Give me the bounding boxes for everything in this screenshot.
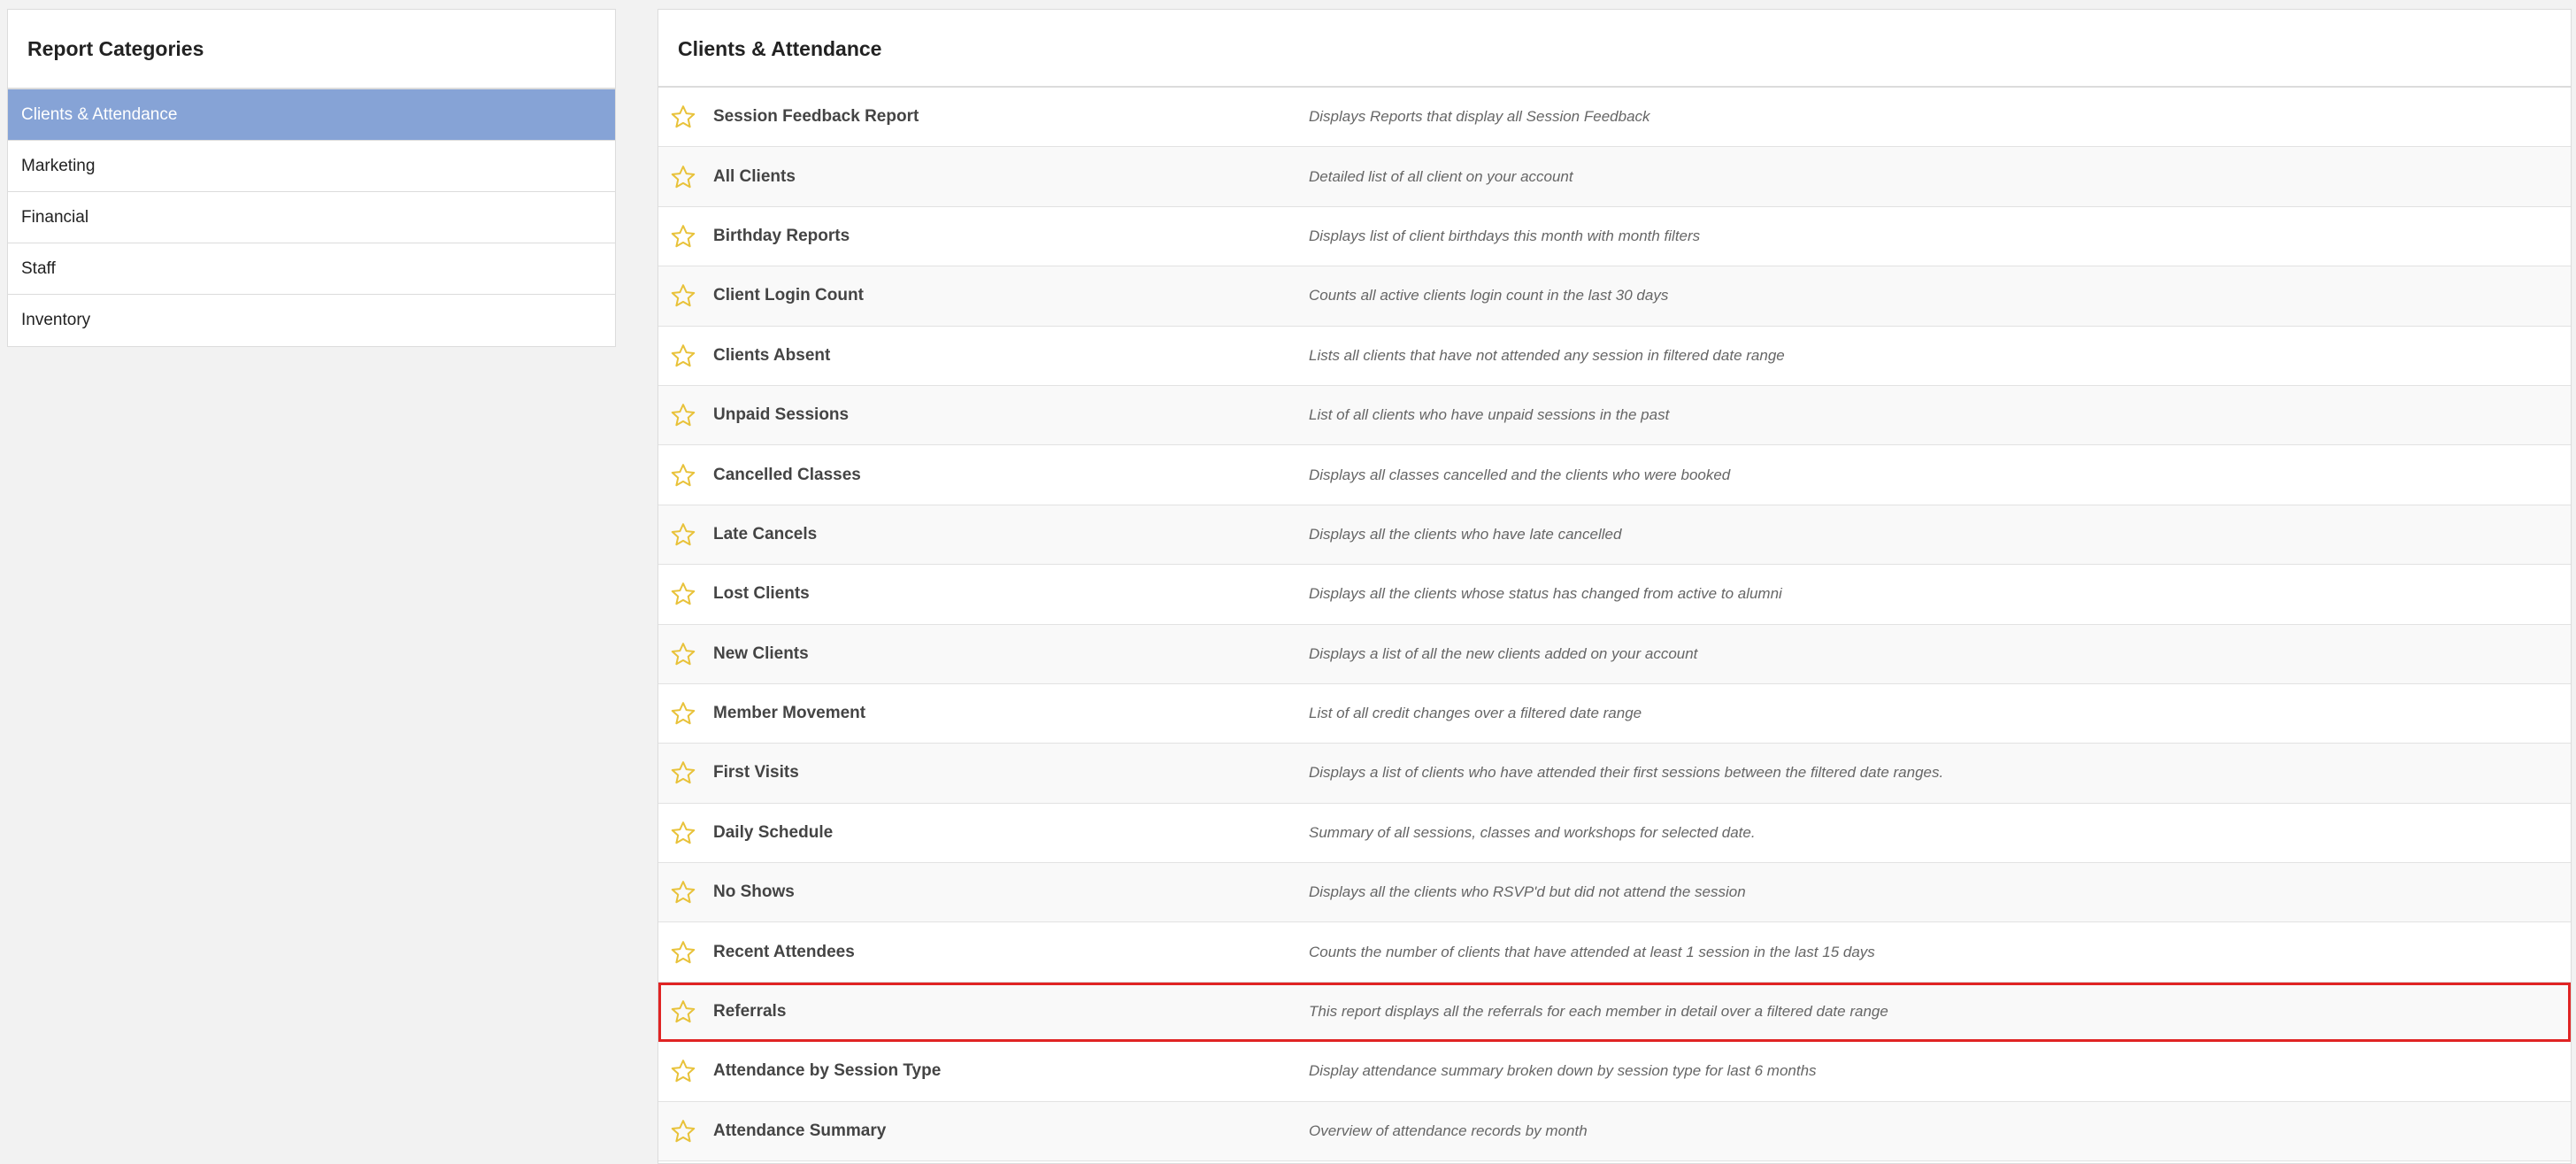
report-description: Lists all clients that have not attended any session in filtered date range	[1309, 346, 1785, 364]
report-description: List of all credit changes over a filtered date range	[1309, 705, 1642, 722]
report-row[interactable]	[658, 445, 2571, 505]
report-description: Displays a list of clients who have attended their first sessions between the filtered date ranges.	[1309, 764, 1944, 782]
reports-panel	[657, 9, 2572, 1164]
report-description: Displays all classes cancelled and the clients who were booked	[1309, 466, 1731, 483]
favorite-star-icon[interactable]	[670, 521, 696, 548]
report-description: Displays a list of all the new clients added on your account	[1309, 644, 1698, 662]
report-row[interactable]	[658, 147, 2571, 206]
report-row[interactable]	[658, 744, 2571, 803]
report-description: Displays Reports that display all Session Feedback	[1309, 108, 1650, 126]
report-row[interactable]	[658, 327, 2571, 386]
favorite-star-icon[interactable]	[670, 939, 696, 966]
report-name[interactable]: Client Login Count	[713, 286, 864, 305]
report-name[interactable]: Attendance Summary	[713, 1121, 887, 1140]
report-row[interactable]	[658, 922, 2571, 982]
report-name[interactable]: No Shows	[713, 883, 795, 902]
report-description: This report displays all the referrals for each member in detail over a filtered date range	[1309, 1003, 1888, 1021]
report-row[interactable]	[658, 565, 2571, 624]
report-row[interactable]	[658, 983, 2571, 1042]
report-row[interactable]	[658, 207, 2571, 266]
reports-panel-title: Clients & Attendance	[658, 10, 2571, 88]
category-inventory[interactable]: Inventory	[21, 311, 91, 329]
category-marketing[interactable]: Marketing	[8, 141, 615, 192]
favorite-star-icon[interactable]	[670, 820, 696, 846]
report-name[interactable]: Lost Clients	[713, 584, 810, 604]
report-categories-panel	[7, 9, 616, 347]
category-financial[interactable]: Financial	[8, 192, 615, 243]
report-row[interactable]	[658, 266, 2571, 326]
report-name[interactable]: Unpaid Sessions	[713, 405, 850, 425]
report-row[interactable]	[658, 684, 2571, 744]
favorite-star-icon[interactable]	[670, 581, 696, 607]
report-name[interactable]: Session Feedback Report	[713, 107, 919, 127]
favorite-star-icon[interactable]	[670, 1118, 696, 1145]
report-name[interactable]: Recent Attendees	[713, 942, 855, 961]
report-row[interactable]	[658, 386, 2571, 445]
report-description: Overview of attendance records by month	[1309, 1122, 1588, 1139]
category-clients-attendance[interactable]: Clients & Attendance	[8, 89, 615, 141]
favorite-star-icon[interactable]	[670, 462, 696, 489]
report-name[interactable]: All Clients	[713, 166, 796, 186]
report-name[interactable]: Daily Schedule	[713, 822, 834, 842]
report-row[interactable]	[658, 625, 2571, 684]
report-description: Displays all the clients who RSVP'd but did not attend the session	[1309, 883, 1746, 901]
report-list	[658, 88, 2571, 1161]
favorite-star-icon[interactable]	[670, 223, 696, 250]
favorite-star-icon[interactable]	[670, 641, 696, 667]
report-row[interactable]	[658, 88, 2571, 147]
report-description: Counts all active clients login count in the last 30 days	[1309, 287, 1669, 304]
report-description: Display attendance summary broken down by session type for last 6 months	[1309, 1062, 1817, 1080]
report-description: Displays all the clients whose status has changed from active to alumni	[1309, 585, 1782, 603]
favorite-star-icon[interactable]	[670, 700, 696, 727]
favorite-star-icon[interactable]	[670, 879, 696, 906]
report-description: Displays all the clients who have late cancelled	[1309, 525, 1622, 543]
report-name[interactable]: Clients Absent	[713, 345, 831, 365]
report-name[interactable]: Cancelled Classes	[713, 465, 861, 484]
favorite-star-icon[interactable]	[670, 282, 696, 309]
report-row[interactable]	[658, 804, 2571, 863]
favorite-star-icon[interactable]	[670, 1058, 696, 1084]
favorite-star-icon[interactable]	[670, 402, 696, 428]
report-description: Displays list of client birthdays this month with month filters	[1309, 227, 1701, 244]
report-row[interactable]	[658, 863, 2571, 922]
favorite-star-icon[interactable]	[670, 164, 696, 190]
report-description: List of all clients who have unpaid sessions in the past	[1309, 406, 1670, 424]
category-staff[interactable]: Staff	[8, 243, 615, 295]
report-description: Summary of all sessions, classes and workshops for selected date.	[1309, 823, 1756, 841]
report-name[interactable]: First Visits	[713, 763, 799, 782]
favorite-star-icon[interactable]	[670, 343, 696, 369]
report-name[interactable]: Attendance by Session Type	[713, 1061, 942, 1081]
report-name[interactable]: New Clients	[713, 644, 809, 663]
report-description: Counts the number of clients that have attended at least 1 session in the last 15 days	[1309, 943, 1875, 960]
favorite-star-icon[interactable]	[670, 998, 696, 1025]
report-row[interactable]	[658, 1042, 2571, 1101]
report-name[interactable]: Late Cancels	[713, 524, 818, 543]
favorite-star-icon[interactable]	[670, 759, 696, 786]
report-row[interactable]	[658, 505, 2571, 565]
report-row[interactable]	[658, 1102, 2571, 1161]
report-categories-title: Report Categories	[8, 10, 615, 89]
report-name[interactable]: Birthday Reports	[713, 226, 850, 245]
report-name[interactable]: Member Movement	[713, 704, 866, 723]
report-description: Detailed list of all client on your account	[1309, 167, 1573, 185]
favorite-star-icon[interactable]	[670, 104, 696, 130]
report-name[interactable]: Referrals	[713, 1002, 787, 1021]
